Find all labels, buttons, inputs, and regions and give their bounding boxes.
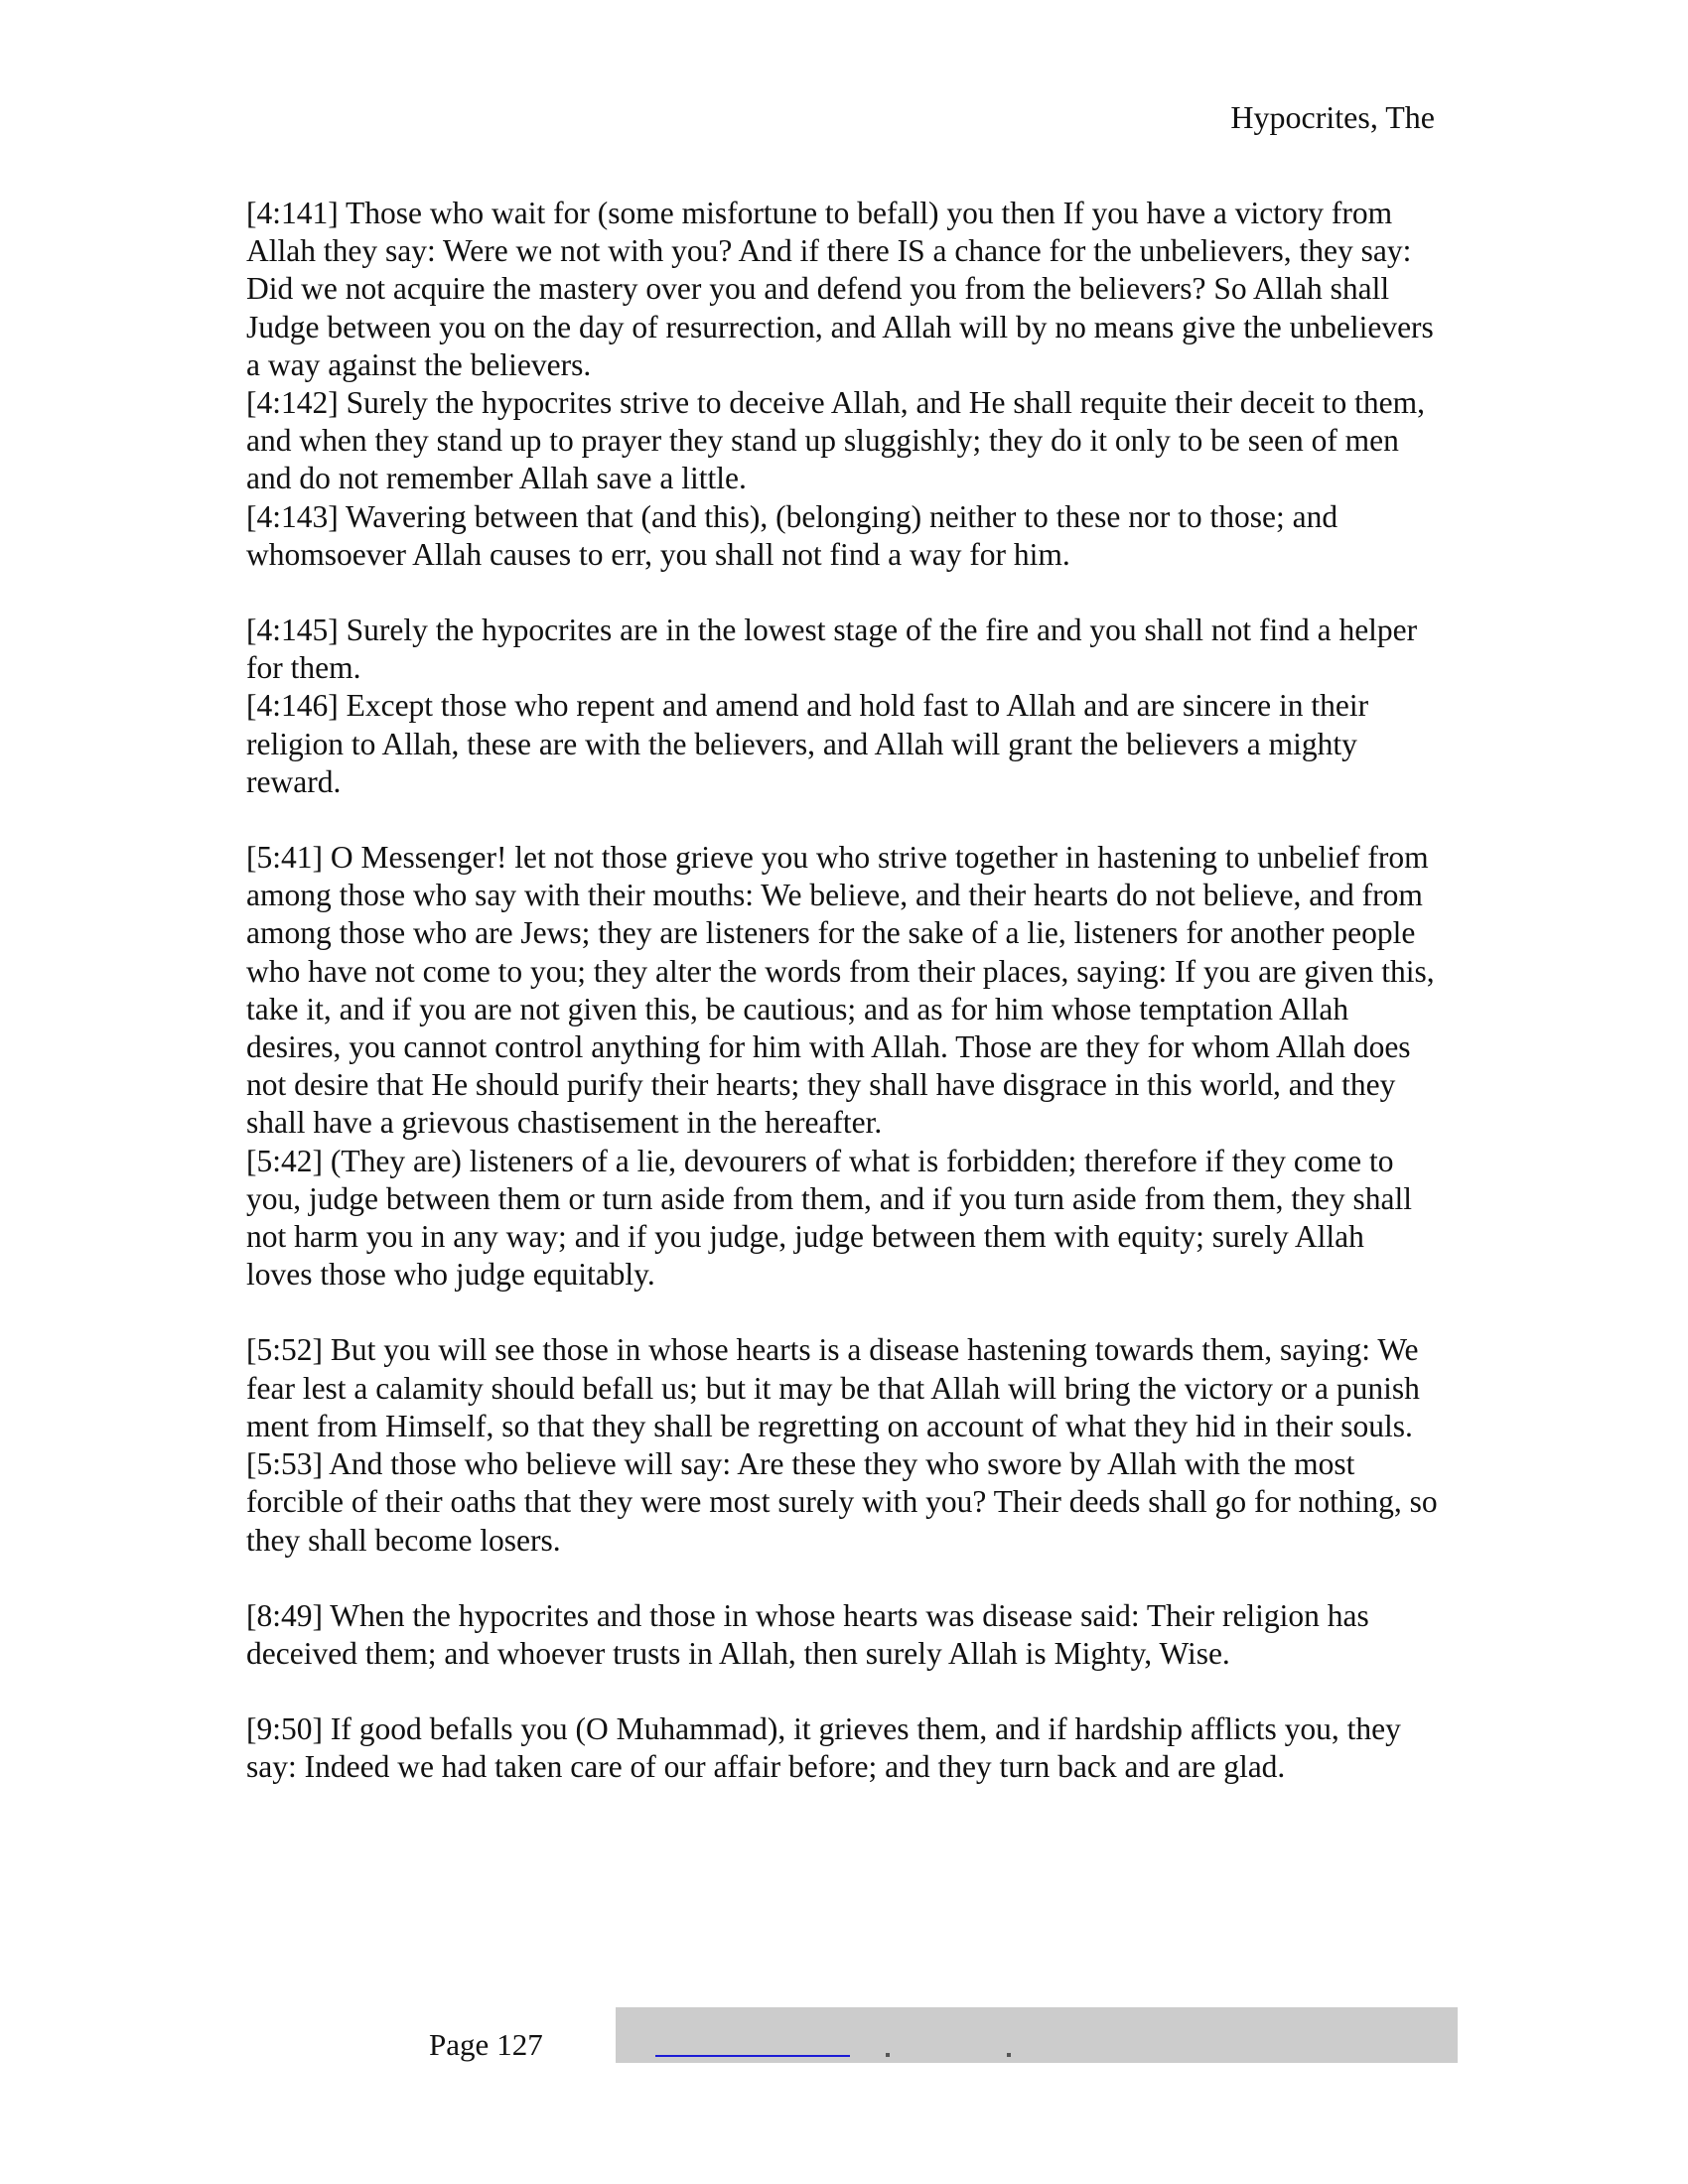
verse-4-143: [4:143] Wavering between that (and this), (belonging) neither to these nor to those; and whomsoever Allah causes to err, you shall not find a way for him. xyxy=(246,498,1338,572)
verse-group xyxy=(246,612,1438,801)
running-header xyxy=(1230,97,1435,137)
verse-group xyxy=(246,195,1438,574)
page-number-value: 127 xyxy=(496,2027,543,2062)
verse-group xyxy=(246,1710,1438,1786)
page-footer xyxy=(0,2005,1688,2075)
running-header-title: Hypocrites, The xyxy=(1230,99,1435,135)
verse-4-142: [4:142] Surely the hypocrites strive to deceive Allah, and He shall requite their deceit to them, and when they stand up to prayer they stand up sluggishly; they do it only to be seen of men and do not remember Allah save a little. xyxy=(246,385,1426,496)
footer-banner xyxy=(616,2007,1458,2063)
verse-8-49: [8:49] When the hypocrites and those in whose hearts was disease said: Their religion has deceived them; and whoever trusts in Allah, then surely Allah is Mighty, Wise. xyxy=(246,1597,1369,1671)
footer-link-underline[interactable] xyxy=(655,2055,850,2057)
verse-5-42: [5:42] (They are) listeners of a lie, devourers of what is forbidden; therefore if they come to you, judge between them or turn aside from them, and if you turn aside from them, they shall not harm you in any way; and if you judge, judge between them with equity; surely Allah loves those who judge equitably. xyxy=(246,1143,1412,1293)
page-number xyxy=(429,2025,543,2065)
verse-group xyxy=(246,839,1438,1294)
verse-group xyxy=(246,1331,1438,1559)
page-label-text: Page xyxy=(429,2027,490,2062)
page-body xyxy=(246,195,1438,1825)
verse-group xyxy=(246,1597,1438,1673)
verse-5-52: [5:52] But you will see those in whose hearts is a disease hastening towards them, saying: We fear lest a calamity should befall us; but it may be that Allah will bring the victory or a punish ment from Himself, so that they shall be regretting on account of what they hid in their souls. xyxy=(246,1332,1420,1443)
verse-4-141: [4:141] Those who wait for (some misfortune to befall) you then If you have a victory from Allah they say: Were we not with you? And if there IS a chance for the unbelievers, they say: Did we not acquire the mastery over you and defend you from the believers? So Allah shall Judge between you on the day of resurrection, and Allah will by no means give the unbelievers a way against the believers. xyxy=(246,196,1434,382)
footer-mark xyxy=(886,2053,890,2057)
verse-9-50: [9:50] If good befalls you (O Muhammad), it grieves them, and if hardship afflicts you, they say: Indeed we had taken care of our affair before; and they turn back and are glad. xyxy=(246,1711,1401,1785)
verse-4-146: [4:146] Except those who repent and amend and hold fast to Allah and are sincere in their religion to Allah, these are with the believers, and Allah will grant the believers a mighty reward. xyxy=(246,688,1369,799)
verse-4-145: [4:145] Surely the hypocrites are in the lowest stage of the fire and you shall not find a helper for them. xyxy=(246,613,1418,686)
verse-5-53: [5:53] And those who believe will say: Are these they who swore by Allah with the most forcible of their oaths that they were most surely with you? Their deeds shall go for nothing, so they shall become losers. xyxy=(246,1446,1438,1558)
verse-5-41: [5:41] O Messenger! let not those grieve you who strive together in hastening to unbelief from among those who say with their mouths: We believe, and their hearts do not believe, and from among those who are Jews; they are listeners for the sake of a lie, listeners for another people who have not come to you; they alter the words from their places, saying: If you are given this, take it, and if you are not given this, be cautious; and as for him whose temptation Allah desires, you cannot control anything for him with Allah. Those are they for whom Allah does not desire that He should purify their hearts; they shall have disgrace in this world, and they shall have a grievous chastisement in the hereafter. xyxy=(246,840,1435,1141)
footer-mark xyxy=(1007,2053,1011,2057)
